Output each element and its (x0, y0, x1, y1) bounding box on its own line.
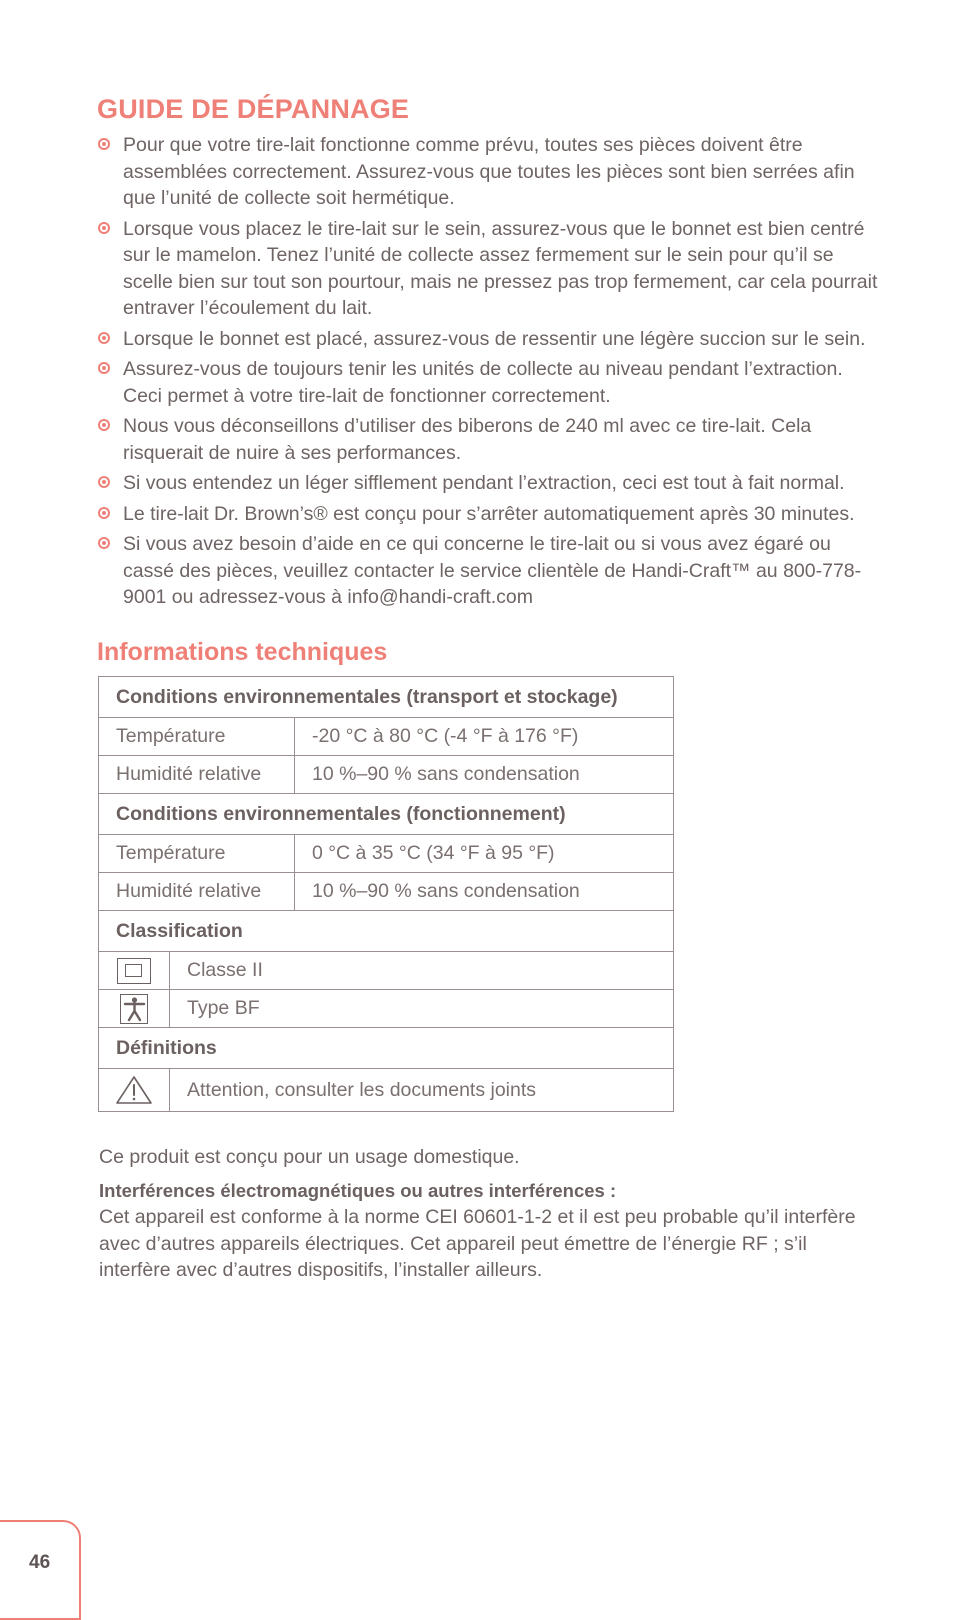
page-number: 46 (29, 1552, 51, 1573)
operation-header: Conditions environnementales (fonctionnement) (99, 794, 674, 835)
list-item-text: Si vous avez besoin d’aide en ce qui concerne le tire-lait ou si vous avez égaré ou cassé des pièces, veuillez contacter le service clientèle de Handi-Craft™ au 800-778-9001 ou adressez-vous à info@handi-craft.com (123, 533, 862, 608)
classification-header: Classification (99, 911, 674, 952)
spec-value: -20 °C à 80 °C (-4 °F à 176 °F) (295, 718, 674, 756)
table-section-header (99, 794, 674, 835)
table-section-header (99, 911, 674, 952)
list-item (97, 501, 887, 528)
list-item-text: Lorsque le bonnet est placé, assurez-vous de ressentir une légère succion sur le sein. (123, 327, 866, 350)
table-row (99, 990, 674, 1028)
troubleshooting-title: GUIDE DE DÉPANNAGE (97, 94, 410, 124)
definition-label: Attention, consulter les documents joints (170, 1069, 674, 1112)
table-section-header (99, 677, 674, 718)
table-section-header (99, 1028, 674, 1069)
bullet-circle-icon (98, 138, 110, 150)
list-item-text: Assurez-vous de toujours tenir les unités de collecte au niveau pendant l’extraction. Ceci permet à votre tire-lait de fonctionner correctement. (123, 358, 843, 407)
list-item (97, 326, 887, 353)
bullet-circle-icon (98, 507, 110, 519)
double-square-icon (117, 958, 151, 984)
list-item (97, 413, 887, 466)
spec-label: Température (99, 718, 295, 756)
table-row (99, 756, 674, 794)
list-item-text: Pour que votre tire-lait fonctionne comme prévu, toutes ses pièces doivent être assemblées correctement. Assurez-vous que toutes les pièces sont bien serrées afin que l’unité de collecte soit hermétique. (123, 134, 855, 209)
technical-specs-table (98, 676, 674, 1112)
classification-label: Classe II (170, 952, 674, 990)
table-row (99, 835, 674, 873)
bullet-circle-icon (98, 222, 110, 234)
emi-title: Interférences électromagnétiques ou autres interférences : (99, 1179, 617, 1201)
domestic-use-note: Ce produit est conçu pour un usage domestique. (99, 1146, 520, 1168)
list-item (97, 470, 887, 497)
definitions-header: Définitions (99, 1028, 674, 1069)
bullet-circle-icon (98, 476, 110, 488)
list-item-text: Le tire-lait Dr. Brown’s® est conçu pour s’arrêter automatiquement après 30 minutes. (123, 502, 855, 525)
spec-value: 10 %–90 % sans condensation (295, 873, 674, 911)
warning-triangle-icon (115, 1075, 153, 1105)
spec-value: 10 %–90 % sans condensation (295, 756, 674, 794)
spec-label: Humidité relative (99, 756, 295, 794)
troubleshooting-list (97, 132, 887, 615)
table-row (99, 718, 674, 756)
icon-cell (99, 1069, 170, 1112)
list-item (97, 132, 887, 212)
table-row (99, 952, 674, 990)
technical-info-title: Informations techniques (97, 638, 388, 666)
list-item-text: Lorsque vous placez le tire-lait sur le sein, assurez-vous que le bonnet est bien centré sur le mamelon. Tenez l’unité de collecte assez fermement sur le sein pour qu’il se scelle bien sur tout son pourtour, mais ne pressez pas trop fermement, car cela pourrait entraver l’écoulement du lait. (123, 217, 878, 319)
spec-label: Température (99, 835, 295, 873)
list-item-text: Nous vous déconseillons d’utiliser des biberons de 240 ml avec ce tire-lait. Cela risquerait de nuire à ses performances. (123, 415, 812, 464)
list-item-text: Si vous entendez un léger sifflement pendant l’extraction, ceci est tout à fait normal. (123, 472, 845, 494)
spec-value: 0 °C à 35 °C (34 °F à 95 °F) (295, 835, 674, 873)
bullet-circle-icon (98, 419, 110, 431)
list-item (97, 531, 887, 611)
list-item (97, 216, 887, 322)
bullet-circle-icon (98, 362, 110, 374)
footer-notes (99, 1144, 859, 1284)
transport-header: Conditions environnementales (transport et stockage) (99, 677, 674, 718)
icon-cell (99, 990, 170, 1028)
bullet-circle-icon (98, 332, 110, 344)
emi-text: Cet appareil est conforme à la norme CEI 60601-1-2 et il est peu probable qu’il interfère avec d’autres appareils électriques. Cet appareil peut émettre de l’énergie RF ; s’il interfère avec d’autres dispositifs, l’installer ailleurs. (99, 1206, 856, 1281)
bullet-circle-icon (98, 537, 110, 549)
classification-label: Type BF (170, 990, 674, 1028)
table-row (99, 873, 674, 911)
list-item (97, 356, 887, 409)
icon-cell (99, 952, 170, 990)
body-figure-icon (120, 994, 148, 1024)
spec-label: Humidité relative (99, 873, 295, 911)
table-row (99, 1069, 674, 1112)
